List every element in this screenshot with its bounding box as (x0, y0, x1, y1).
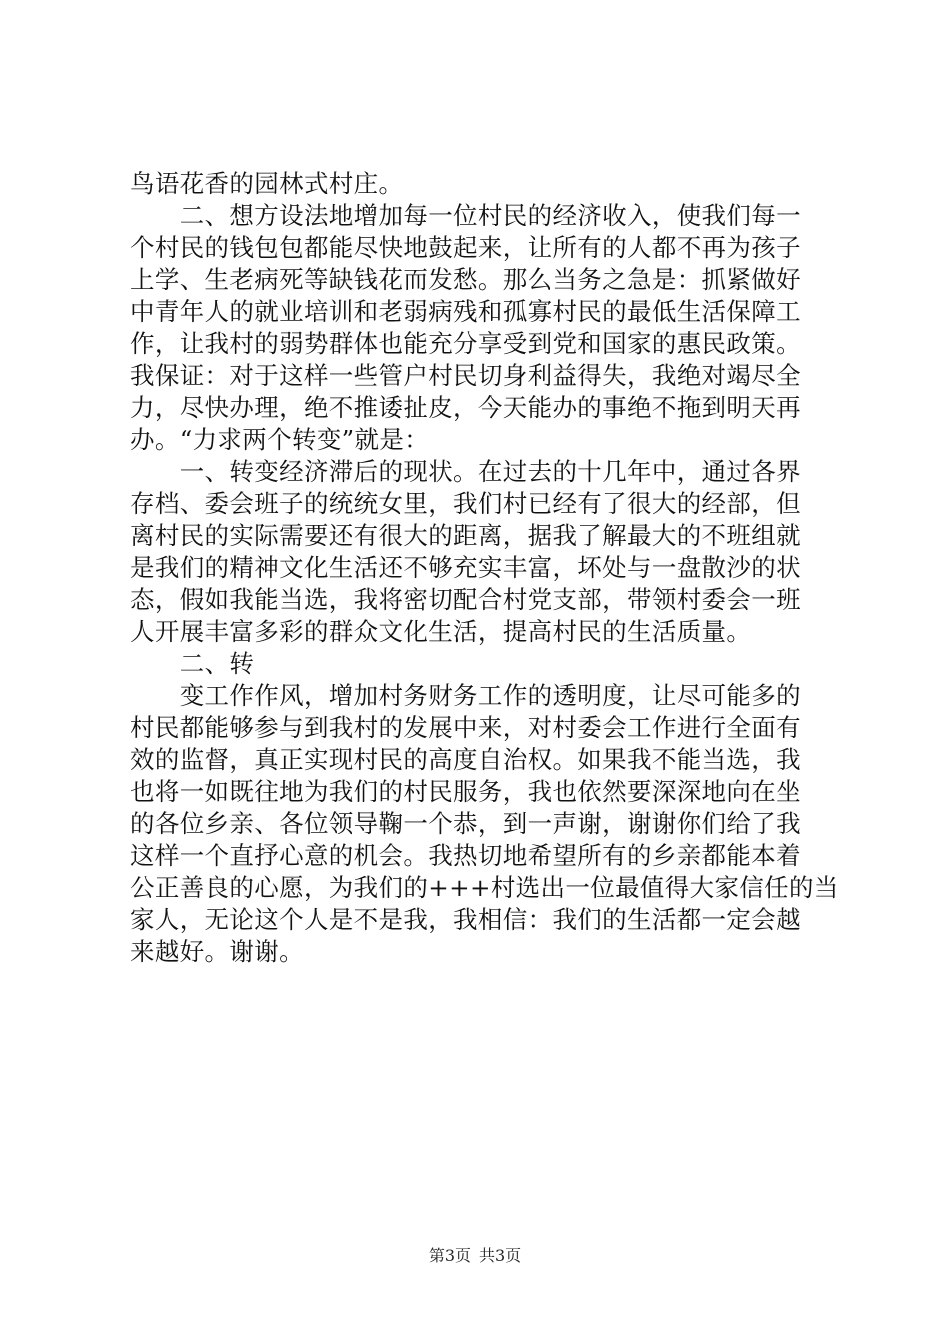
text-line: 公正善良的心愿，为我们的+++村选出一位最值得大家信任的当 (130, 873, 839, 902)
text-line: 这样一个直抒心意的机会。我热切地希望所有的乡亲都能本着 (130, 841, 801, 870)
text-line: 是我们的精神文化生活还不够充实丰富，坏处与一盘散沙的状 (130, 553, 801, 582)
text-line: 二、想方设法地增加每一位村民的经济收入，使我们每一 (130, 201, 801, 230)
text-line: 一、转变经济滞后的现状。在过去的十几年中，通过各界 (130, 457, 801, 486)
text-line: 家人，无论这个人是不是我，我相信：我们的生活都一定会越 (130, 905, 801, 934)
text-line: 离村民的实际需要还有很大的距离，据我了解最大的不班组就 (130, 521, 801, 550)
text-line: 的各位乡亲、各位领导鞠一个恭，到一声谢，谢谢你们给了我 (130, 809, 801, 838)
text-line: 村民都能够参与到我村的发展中来，对村委会工作进行全面有 (130, 713, 801, 742)
text-line: 办。“力求两个转变”就是： (130, 425, 430, 454)
page-footer (0, 1246, 950, 1266)
text-line: 我保证：对于这样一些管户村民切身利益得失，我绝对竭尽全 (130, 361, 801, 390)
text-line: 效的监督，真正实现村民的高度自治权。如果我不能当选，我 (130, 745, 801, 774)
page-number: 第3页 (428, 1246, 471, 1265)
document-body (130, 168, 842, 968)
text-line: 也将一如既往地为我们的村民服务，我也依然要深深地向在坐 (130, 777, 801, 806)
text-line: 人开展丰富多彩的群众文化生活，提高村民的生活质量。 (130, 617, 752, 646)
page-total: 共3页 (479, 1246, 522, 1265)
text-line: 作，让我村的弱势群体也能充分享受到党和国家的惠民政策。 (130, 329, 801, 358)
text-line: 来越好。谢谢。 (130, 937, 304, 966)
text-line: 中青年人的就业培训和老弱病残和孤寡村民的最低生活保障工 (130, 297, 801, 326)
text-line: 态，假如我能当选，我将密切配合村党支部，带领村委会一班 (130, 585, 801, 614)
text-line: 存档、委会班子的统统女里，我们村已经有了很大的经部，但 (130, 489, 801, 518)
text-line: 变工作作风，增加村务财务工作的透明度，让尽可能多的 (130, 681, 801, 710)
text-line: 个村民的钱包包都能尽快地鼓起来，让所有的人都不再为孩子 (130, 233, 801, 262)
text-line: 力，尽快办理，绝不推诿扯皮，今天能办的事绝不拖到明天再 (130, 393, 801, 422)
text-line: 二、转 (130, 649, 255, 678)
text-line: 鸟语花香的园林式村庄。 (130, 169, 404, 198)
text-line: 上学、生老病死等缺钱花而发愁。那么当务之急是：抓紧做好 (130, 265, 801, 294)
